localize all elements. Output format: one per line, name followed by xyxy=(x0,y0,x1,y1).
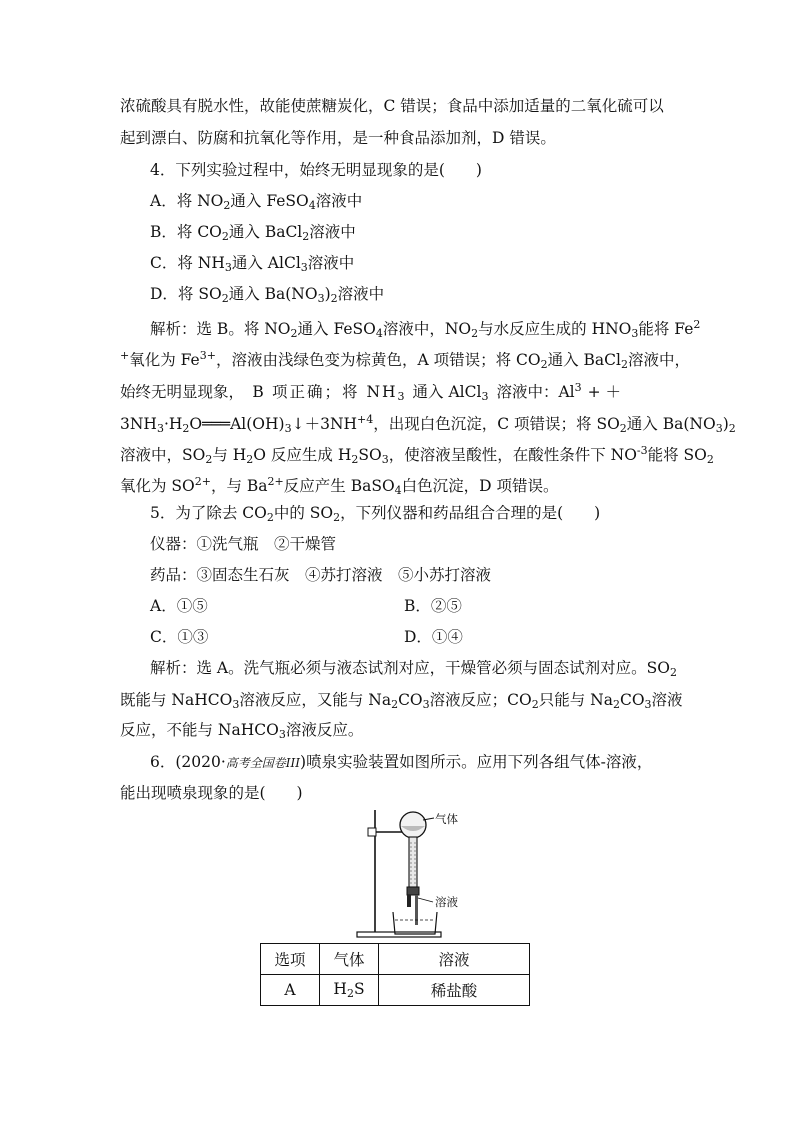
q4-explanation-line: 始终无明显现象， B 项正确；将 $NH_3$ 通入 AlCl$_3$ 溶液中：$Al^3$ + ＋ xyxy=(120,381,622,403)
header-option: 选项 xyxy=(261,944,320,975)
q5-reagents: 药品：③固态生石灰 ④苏打溶液 ⑤小苏打溶液 xyxy=(150,566,492,584)
paragraph-line: 起到漂白、防腐和抗氧化等作用，是一种食品添加剂，D 错误。 xyxy=(120,129,556,147)
q6-options-table xyxy=(260,943,530,1006)
solution-leader-line xyxy=(418,898,433,902)
header-gas: 气体 xyxy=(320,944,379,975)
q4-explanation-line: 氧化为 $SO^{2+}$，与 $Ba^{2+}$反应产生 BaSO$_4$白色沉淀，D 项错误。 xyxy=(120,475,559,497)
dropper xyxy=(407,895,411,907)
glass-tube xyxy=(409,837,417,887)
q4-option-d: D．将 $SO_2$通入 $Ba(NO_3)_2$溶液中 xyxy=(150,285,385,305)
flask xyxy=(400,812,426,838)
fountain-apparatus-figure xyxy=(355,808,485,940)
question-4-stem: 4．下列实验过程中，始终无明显现象的是( ) xyxy=(150,161,482,179)
q5-option-b: B．②⑤ xyxy=(404,597,462,615)
stopper xyxy=(407,887,419,895)
table-row xyxy=(261,975,530,1006)
q5-instruments: 仪器：①洗气瓶 ②干燥管 xyxy=(150,535,337,553)
tube-end xyxy=(415,895,418,925)
question-5-stem: 5．为了除去 $CO_2$中的 $SO_2$，下列仪器和药品组合合理的是( ) xyxy=(150,504,601,524)
q4-option-b: B．将 $CO_2$通入 BaCl$_2$溶液中 xyxy=(150,223,356,243)
q4-explanation-line: 溶液中，$SO_2$与 $H_2O$ 反应生成 $H_2SO_3$，使溶液呈酸性，在酸性条件下 $NO^{-3}$能将 $SO_2$ xyxy=(120,444,714,466)
q5-explanation-line: 反应，不能与 NaHCO$_3$溶液反应。 xyxy=(120,721,364,741)
q5-explanation-line: 解析：选 A。洗气瓶必须与液态试剂对应，干燥管必须与固态试剂对应。$SO_2$ xyxy=(150,659,677,679)
question-6-stem: 6．(2020·高考全国卷III)喷泉实验装置如图所示。应用下列各组气体-溶液， xyxy=(150,753,653,771)
q4-option-a: A．将 $NO_2$通入 FeSO$_4$溶液中 xyxy=(150,192,363,212)
q5-option-c: C．①③ xyxy=(150,628,209,646)
cell-solution: 稀盐酸 xyxy=(379,975,530,1006)
cell-gas: $H_2S$ xyxy=(320,975,379,1006)
paragraph-line: 浓硫酸具有脱水性，故能使蔗糖炭化，C 错误；食品中添加适量的二氧化硫可以 xyxy=(120,97,664,115)
header-solution: 溶液 xyxy=(379,944,530,975)
q4-explanation-line: $3NH_3\cdot H_2O═══Al(OH)_3↓+3NH^{+4}$，出现白色沉淀，C 项错误；将 $SO_2$通入 $Ba(NO_3)_2$ xyxy=(120,413,736,435)
q5-option-d: D．①④ xyxy=(404,628,463,646)
q5-option-a: A．①⑤ xyxy=(150,597,208,615)
question-6-stem-line2: 能出现喷泉现象的是( ) xyxy=(120,784,303,802)
q5-explanation-line: 既能与 NaHCO$_3$溶液反应，又能与 $Na_2CO_3$溶液反应；$CO_2$只能与 $Na_2CO_3$溶液 xyxy=(120,691,683,711)
q4-explanation-line: 解析：选 B。将 $NO_2$通入 FeSO$_4$溶液中，$NO_2$与水反应生成的 $HNO_3$能将 Fe$^2$ xyxy=(150,318,701,340)
q4-explanation-line: +氧化为 $Fe^{3+}$，溶液由浅绿色变为棕黄色，A 项错误；将 $CO_2$通入 BaCl$_2$溶液中， xyxy=(120,349,690,371)
table-header-row xyxy=(261,944,530,975)
q4-option-c: C．将 $NH_3$通入 AlCl$_3$溶液中 xyxy=(150,254,355,274)
clamp-holder xyxy=(368,828,376,836)
label-gas: 气体 xyxy=(435,812,458,826)
label-solution: 溶液 xyxy=(435,895,458,909)
cell-option: A xyxy=(261,975,320,1006)
